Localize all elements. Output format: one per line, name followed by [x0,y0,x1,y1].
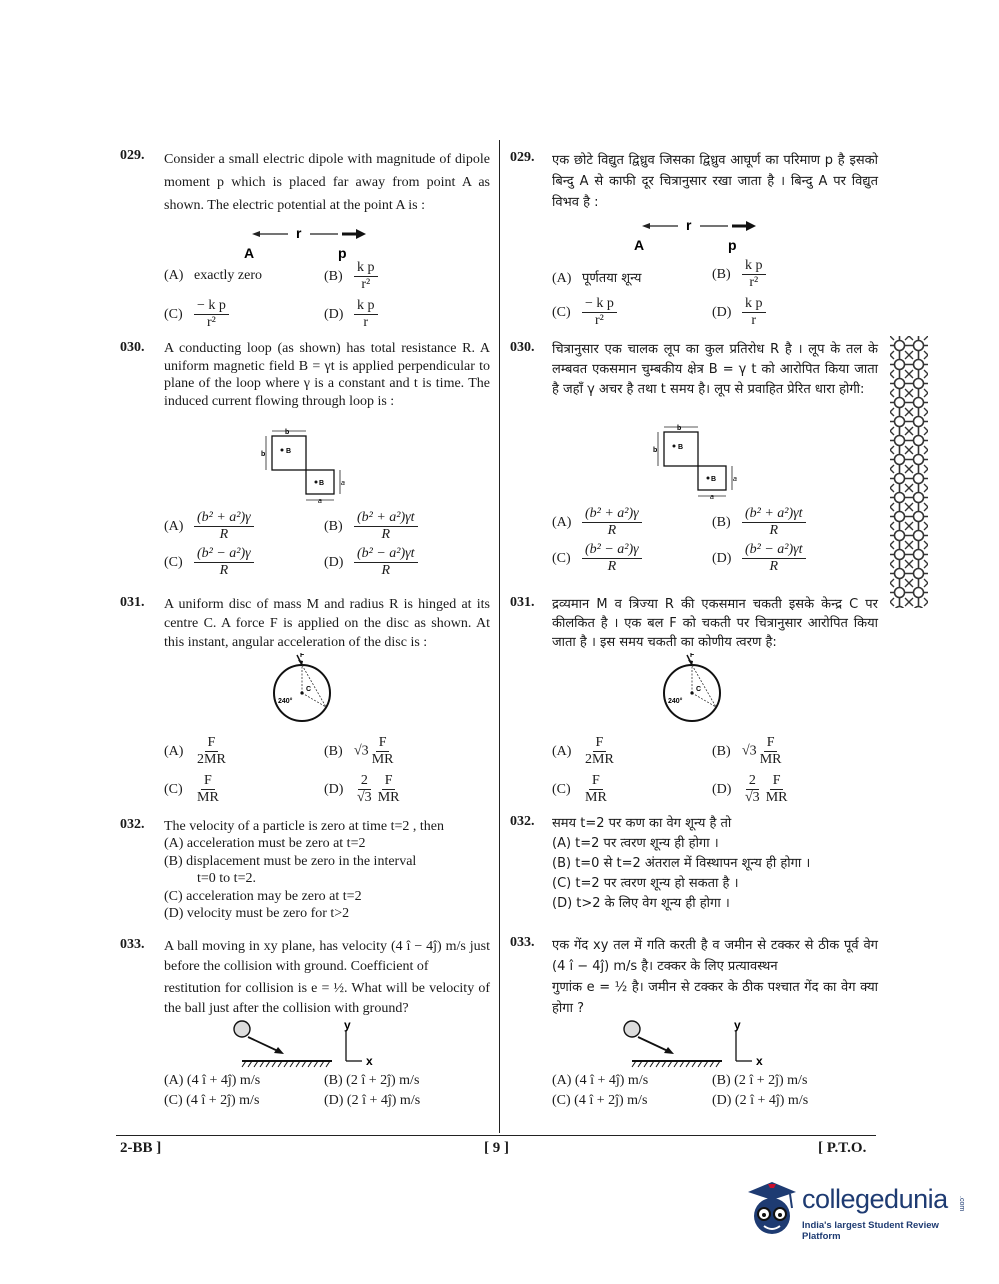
svg-text:B: B [286,448,292,455]
svg-text:B: B [319,480,325,487]
collegedunia-logo [742,1178,972,1248]
svg-text:B: B [678,444,684,451]
question-text: समय t=2 पर कण का वेग शून्य है तो [552,816,732,831]
question-number: 032. [120,817,145,832]
svg-text:p: p [728,237,737,253]
option-a[interactable]: (A) $\frac{\text{(b² + a²)γ}}{R}$ [164,510,254,543]
svg-text:y: y [734,1018,741,1032]
option-b[interactable]: (B) (2 î + 2ĵ) m/s [324,1073,420,1088]
question-text: द्रव्यमान M व त्रिज्या R की एकसमान चकती इसके केन्द्र C पर कीलकित है । एक बल F को चकती पर चित्रानुसार आरोपित किया जाता है । इस समय चकती का कोणीय त्वरण है: [552,597,878,650]
decorative-border-pattern [890,336,928,608]
option-a[interactable]: (A) exactly zero [164,268,263,284]
question-number: 032. [510,814,535,829]
option-c[interactable]: (C) t=2 पर त्वरण शून्य हो सकता है । [552,876,739,891]
logo-dotcom: .com [958,1196,965,1212]
column-divider [499,140,500,1133]
option-b-cont: t=0 to t=2. [197,871,256,886]
svg-text:b: b [653,447,658,454]
question-number: 030. [510,340,535,355]
svg-text:a: a [710,494,714,501]
question-text: The velocity of a particle is zero at time t=2 , then [164,819,445,834]
option-c[interactable]: (C) (4 î + 2ĵ) m/s [164,1093,260,1108]
x-axis-label: x [366,1054,373,1068]
disc-figure [660,653,730,725]
option-b[interactable]: (B) (2 î + 2ĵ) m/s [712,1073,808,1088]
option-b[interactable]: (B) $\frac{\text{k p}}{\text{r²}}$ [712,258,766,291]
pto-label: [ P.T.O. [818,1140,867,1156]
option-c[interactable]: (C) acceleration may be zero at t=2 [164,888,362,904]
svg-text:240°: 240° [668,698,683,705]
r-arrow-head [252,231,260,237]
footer-rule [116,1135,876,1136]
option-a[interactable]: (A) t=2 पर त्वरण शून्य ही होगा । [552,836,719,851]
question-text: A uniform disc of mass M and radius R is hinged at its centre C. A force F is applied on the disc as shown. At this instant, angular acceleration of the disc is : [164,597,490,650]
disc-figure [270,653,340,725]
option-c[interactable]: (C) $\frac{\text{(b² − a²)γ}}{R}$ [164,546,254,579]
svg-text:F: F [690,653,695,659]
question-number: 031. [510,595,535,610]
a-bottom-label: a [318,498,322,505]
question-text: A ball moving in xy plane, has velocity (4 î − 4ĵ) m/s just before the collision with ground. Coefficient of [164,939,490,974]
option-d[interactable]: (D) $\frac{2}{√3}$ $\frac{F}{MR}$ [712,773,788,805]
dipole-figure [238,222,378,262]
dipole-p-label: p [338,245,347,261]
option-d[interactable]: (D) (2 î + 4ĵ) m/s [712,1093,809,1108]
dipole-arrow-head [356,229,366,239]
force-label: F [300,653,305,659]
option-c[interactable]: (C) $\frac{\text{(b² − a²)γ}}{R}$ [552,542,642,575]
question-number: 031. [120,595,145,610]
a-side-label: a [341,480,345,487]
option-c[interactable]: (C) $\frac{\text{− k p}}{\text{r²}}$ [552,296,617,329]
option-d[interactable]: (D) $\frac{\text{k p}}{r}$ [324,298,378,331]
centre-label: C [306,686,312,693]
question-number: 030. [120,340,145,355]
question-text-2: restitution for collision is e = ½. What will be velocity of the ball just after the collision with ground? [164,981,490,1016]
option-d[interactable]: (D) $\frac{\text{(b² − a²)γt}}{R}$ [324,546,418,579]
question-text: एक छोटे विद्युत द्विध्रुव जिसका द्विध्रुव आघूर्ण का परिमाण p है इसको बिन्दु A से काफी दूर चित्रानुसार रखा जाता है । बिन्दु A पर विद्युत विभव है : [552,153,878,210]
option-c[interactable]: (C) $\frac{F}{MR}$ [164,773,219,805]
option-b[interactable]: (B) $\frac{\text{(b² + a²)γt}}{R}$ [712,506,806,539]
y-axis-label: y [344,1018,351,1032]
option-b[interactable]: (B) √3 $\frac{F}{MR}$ [712,735,782,767]
ball-figure [618,1017,768,1069]
point-a-label: A [244,245,255,261]
option-c[interactable]: (C) $\frac{\text{− k p}}{\text{r²}}$ [164,298,229,331]
option-a[interactable]: (A) acceleration must be zero at t=2 [164,836,366,851]
svg-text:x: x [756,1054,763,1068]
loop-figure [256,428,356,508]
mascot-icon [742,1178,800,1242]
b-top-label: b [285,429,290,436]
option-d[interactable]: (D) t>2 के लिए वेग शून्य ही होगा । [552,896,730,911]
question-number: 033. [120,937,145,952]
velocity-arrow [248,1037,280,1052]
option-d[interactable]: (D) $\frac{\text{k p}}{r}$ [712,296,766,329]
svg-text:A: A [634,237,645,253]
loop-figure [648,424,748,504]
question-number: 029. [120,148,145,163]
svg-text:a: a [733,476,737,483]
logo-tagline: India's largest Student Review Platform [802,1220,939,1242]
option-b[interactable]: (B) √3 $\frac{F}{MR}$ [324,735,394,767]
option-d[interactable]: (D) velocity must be zero for t>2 [164,906,350,921]
svg-text:C: C [696,686,702,693]
option-d[interactable]: (D) (2 î + 4ĵ) m/s [324,1093,421,1108]
option-d[interactable]: (D) $\frac{\text{(b² − a²)γt}}{R}$ [712,542,806,575]
b-side-label: b [261,451,266,458]
option-a[interactable]: (A) (4 î + 4ĵ) m/s [552,1073,649,1088]
option-c[interactable]: (C) (4 î + 2ĵ) m/s [552,1093,648,1108]
option-b[interactable]: (B) t=0 से t=2 अंतराल में विस्थापन शून्य ही होगा । [552,856,811,871]
question-text: एक गेंद xy तल में गति करती है व जमीन से टक्कर से ठीक पूर्व वेग (4 î − 4ĵ) m/s है। टक्कर के लिए प्रत्यावस्थन [552,938,878,974]
svg-text:B: B [711,476,717,483]
booklet-code: 2-BB ] [120,1140,162,1156]
option-a[interactable]: (A) पूर्णतया शून्य [552,270,642,286]
option-a[interactable]: (A) $\frac{\text{(b² + a²)γ}}{R}$ [552,506,642,539]
angle-label: 240° [278,698,293,705]
question-text: Consider a small electric dipole with magnitude of dipole moment p which is placed far away from point A as shown. The electric potential at the point A is : [164,152,490,213]
option-d[interactable]: (D) $\frac{2}{√3}$ $\frac{F}{MR}$ [324,773,400,805]
option-c[interactable]: (C) $\frac{F}{MR}$ [552,773,607,805]
option-b[interactable]: (B) $\frac{\text{(b² + a²)γt}}{R}$ [324,510,418,543]
option-b[interactable]: (B) displacement must be zero in the interval [164,853,417,869]
logo-wordmark: collegedunia [802,1184,948,1214]
r-label: r [296,225,302,241]
option-a[interactable]: (A) $\frac{F}{2MR}$ [552,735,614,767]
dipole-figure [628,214,768,254]
svg-text:r: r [686,217,692,233]
ball [234,1021,250,1037]
question-number: 029. [510,150,535,165]
svg-text:b: b [677,425,682,432]
page-number: [ 9 ] [484,1140,509,1156]
question-number: 033. [510,935,535,950]
option-a[interactable]: (A) $\frac{F}{2MR}$ [164,735,226,767]
question-text: A conducting loop (as shown) has total resistance R. A uniform magnetic field B = γt is applied perpendicular to plane of the loop where γ is a constant and t is time. The induced current flowing through loop is : [164,341,490,409]
option-a[interactable]: (A) (4 î + 4ĵ) m/s [164,1073,261,1088]
ball-figure [228,1017,378,1069]
question-text: चित्रानुसार एक चालक लूप का कुल प्रतिरोध R है । लूप के तल के लम्बवत एकसमान चुम्बकीय क्षेत्र B = γ t को आरोपित किया जाता है जहाँ γ अचर है तथा t समय है। लूप से प्रवाहित प्रेरित धारा होगी: [552,342,878,397]
option-b[interactable]: (B) $\frac{\text{k p}}{\text{r²}}$ [324,260,378,293]
question-text-2: गुणांक e = ½ है। जमीन से टक्कर के ठीक पश्चात गेंद का वेग क्या होगा ? [552,980,878,1016]
